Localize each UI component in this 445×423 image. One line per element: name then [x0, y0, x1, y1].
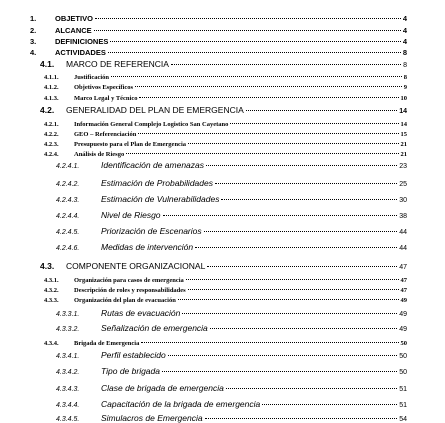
toc-entry[interactable]	[56, 178, 407, 188]
dot-leader	[221, 199, 397, 200]
toc-entry-title: Análisis de Riesgo	[74, 151, 125, 158]
toc-entry-number: 4.2.	[40, 105, 55, 115]
toc-entry[interactable]	[44, 151, 407, 158]
toc-entry-number: 4.2.4.3.	[56, 197, 80, 204]
toc-entry-number: 4.2.4.6.	[56, 245, 80, 252]
toc-entry-page: 21	[400, 151, 407, 158]
toc-entry-number: 3.	[30, 37, 37, 46]
toc-entry-number: 4.2.3.	[44, 141, 59, 148]
toc-entry-title: Rutas de evacuación	[101, 308, 181, 318]
toc-entry-number: 4.2.4.5.	[56, 229, 80, 236]
toc-entry[interactable]	[56, 308, 407, 318]
dot-leader	[163, 215, 398, 216]
toc-entry[interactable]	[44, 277, 407, 284]
dot-leader	[230, 123, 398, 124]
toc-entry-number: 4.3.	[40, 261, 55, 271]
toc-entry-title: GEO – Referenciación	[74, 131, 137, 138]
toc-entry[interactable]	[40, 261, 407, 271]
dot-leader	[162, 371, 397, 372]
dot-leader	[182, 313, 397, 314]
toc-entry[interactable]	[44, 74, 407, 81]
toc-entry-page: 25	[399, 181, 407, 188]
toc-entry-title: Perfil establecido	[101, 350, 166, 360]
dot-leader	[215, 183, 397, 184]
toc-entry-number: 4.1.1.	[44, 74, 59, 81]
toc-entry[interactable]	[44, 121, 407, 128]
toc-entry-number: 4.2.2.	[44, 131, 59, 138]
toc-entry-page: 44	[399, 229, 407, 236]
toc-entry-number: 4.1.	[40, 59, 55, 69]
toc-entry-number: 4.3.4.1.	[56, 353, 80, 360]
toc-entry-page: 14	[400, 121, 407, 128]
toc-entry-page: 10	[400, 95, 407, 102]
toc-entry-page: 47	[400, 277, 407, 284]
toc-entry[interactable]	[44, 340, 407, 347]
toc-entry-page: 54	[399, 416, 407, 423]
toc-entry[interactable]	[40, 105, 407, 115]
toc-entry[interactable]	[56, 226, 407, 236]
toc-entry[interactable]	[56, 383, 407, 393]
dot-leader	[110, 41, 400, 42]
toc-entry-page: 51	[399, 386, 407, 393]
toc-entry-title: COMPONENTE ORGANIZACIONAL	[66, 261, 206, 271]
dot-leader	[210, 328, 397, 329]
toc-entry-number: 4.3.3.2.	[56, 326, 80, 333]
toc-entry-number: 4.3.4.3.	[56, 386, 80, 393]
toc-entry-title: Marco Legal y Técnico	[74, 95, 138, 102]
toc-entry[interactable]	[56, 194, 407, 204]
toc-entry[interactable]	[56, 399, 407, 409]
dot-leader	[178, 299, 399, 300]
toc-entry-page: 14	[399, 108, 407, 115]
toc-entry-title: OBJETIVO	[55, 14, 93, 23]
dot-leader	[204, 231, 398, 232]
toc-entry-page: 47	[400, 287, 407, 294]
toc-entry-number: 4.3.4.5.	[56, 416, 80, 423]
toc-entry-title: Justificación	[74, 74, 110, 81]
toc-entry-title: Tipo de brigada	[101, 366, 160, 376]
toc-entry-page: 8	[403, 74, 407, 81]
toc-entry-page: 21	[400, 141, 407, 148]
toc-entry-title: Descripción de roles y responsabilidades	[74, 287, 186, 294]
toc-entry[interactable]	[30, 26, 407, 35]
toc-entry-number: 4.2.4.1.	[56, 163, 80, 170]
dot-leader	[186, 279, 399, 280]
toc-entry[interactable]	[44, 84, 407, 91]
toc-entry[interactable]	[56, 323, 407, 333]
toc-entry-page: 44	[399, 245, 407, 252]
dot-leader	[126, 153, 398, 154]
toc-entry-title: Clase de brigada de emergencia	[101, 383, 224, 393]
toc-entry-title: Estimación de Vulnerabilidades	[101, 194, 220, 204]
dot-leader	[95, 18, 401, 19]
toc-entry-title: DEFINICIONES	[55, 37, 109, 46]
dot-leader	[188, 143, 399, 144]
toc-entry-page: 49	[399, 311, 407, 318]
toc-entry-page: 50	[399, 369, 407, 376]
toc-entry-page: 47	[399, 264, 407, 271]
toc-entry-page: 8	[402, 48, 407, 57]
dot-leader	[262, 404, 397, 405]
dot-leader	[111, 76, 402, 77]
toc-entry-number: 4.3.1.	[44, 277, 59, 284]
toc-entry-page: 8	[403, 62, 407, 69]
dot-leader	[226, 388, 397, 389]
toc-entry[interactable]	[30, 37, 407, 46]
dot-leader	[141, 342, 398, 343]
toc-entry-number: 4.	[30, 48, 37, 57]
toc-entry-page: 49	[399, 326, 407, 333]
dot-leader	[246, 110, 397, 111]
toc-entry-page: 50	[399, 353, 407, 360]
toc-entry[interactable]	[40, 59, 407, 69]
toc-entry[interactable]	[56, 242, 407, 252]
toc-entry-page: 4	[402, 37, 407, 46]
dot-leader	[207, 266, 397, 267]
dot-leader	[108, 52, 401, 53]
toc-entry[interactable]	[44, 141, 407, 148]
toc-entry-page: 4	[402, 14, 407, 23]
toc-entry-title: Estimación de Probabilidades	[101, 178, 213, 188]
toc-entry-title: Información General Complejo Logistico San Cayetano	[74, 121, 229, 128]
toc-entry-page: 15	[400, 131, 407, 138]
toc-entry-title: Presupuesto para el Plan de Emergencia	[74, 141, 186, 148]
toc-entry[interactable]	[44, 297, 407, 304]
toc-entry[interactable]	[56, 210, 407, 220]
toc-entry-title: ACTIVIDADES	[55, 48, 106, 57]
toc-entry[interactable]	[44, 95, 407, 102]
toc-entry-number: 4.2.4.	[44, 151, 59, 158]
toc-entry-number: 4.2.4.2.	[56, 181, 80, 188]
toc-entry[interactable]	[56, 350, 407, 360]
dot-leader	[206, 165, 397, 166]
toc-entry-number: 4.1.3.	[44, 95, 59, 102]
toc-entry-number: 4.2.4.4.	[56, 213, 80, 220]
toc-entry-title: ALCANCE	[55, 26, 92, 35]
toc-entry-title: Organización para casos de emergencia	[74, 277, 184, 284]
toc-entry-page: 23	[399, 163, 407, 170]
toc-entry-title: Organización del plan de evacuación	[74, 297, 176, 304]
toc-entry-title: Brigada de Emergencia	[74, 340, 140, 347]
toc-entry-title: Objetivos Específicos	[74, 84, 134, 91]
toc-entry-title: GENERALIDAD DEL PLAN DE EMERGENCIA	[66, 105, 244, 115]
toc-entry-title: Señalización de emergencia	[101, 323, 208, 333]
toc-entry-number: 2.	[30, 26, 37, 35]
toc-entry[interactable]	[56, 160, 407, 170]
toc-entry-page: 38	[399, 213, 407, 220]
toc-entry-number: 4.3.4.2.	[56, 369, 80, 376]
toc-entry-number: 4.1.2.	[44, 84, 59, 91]
toc-entry-title: Medidas de intervención	[101, 242, 194, 252]
dot-leader	[171, 64, 401, 65]
toc-entry-page: 30	[399, 197, 407, 204]
dot-leader	[168, 355, 397, 356]
toc-entry-number: 4.3.2.	[44, 287, 59, 294]
toc-entry[interactable]	[30, 48, 407, 57]
dot-leader	[188, 289, 399, 290]
toc-entry-title: MARCO DE REFERENCIA	[66, 59, 169, 69]
toc-entry[interactable]	[30, 14, 407, 23]
toc-entry-title: Simulacros de Emergencia	[101, 413, 203, 423]
toc-entry-page: 9	[403, 84, 407, 91]
toc-entry[interactable]	[56, 413, 407, 423]
toc-entry-page: 4	[402, 26, 407, 35]
toc-entry-page: 49	[400, 297, 407, 304]
dot-leader	[195, 247, 397, 248]
toc-entry-number: 4.3.3.1.	[56, 311, 80, 318]
toc-entry[interactable]	[56, 366, 407, 376]
toc-entry-number: 4.3.3.	[44, 297, 59, 304]
toc-entry-title: Identificación de amenazas	[101, 160, 205, 170]
dot-leader	[205, 418, 398, 419]
toc-entry-number: 4.2.1.	[44, 121, 59, 128]
toc-entry-number: 4.3.4.	[44, 340, 59, 347]
dot-leader	[94, 30, 401, 31]
toc-entry-number: 4.3.4.4.	[56, 402, 80, 409]
toc-entry-page: 50	[400, 340, 407, 347]
toc-entry[interactable]	[44, 131, 407, 138]
toc-entry-number: 1.	[30, 14, 37, 23]
dot-leader	[138, 133, 398, 134]
toc-entry-title: Priorización de Escenarios	[101, 226, 202, 236]
dot-leader	[135, 86, 402, 87]
toc-entry[interactable]	[44, 287, 407, 294]
toc-entry-page: 51	[399, 402, 407, 409]
toc-entry-title: Nivel de Riesgo	[101, 210, 161, 220]
dot-leader	[139, 97, 398, 98]
toc-entry-title: Capacitación de la brigada de emergencia	[101, 399, 261, 409]
